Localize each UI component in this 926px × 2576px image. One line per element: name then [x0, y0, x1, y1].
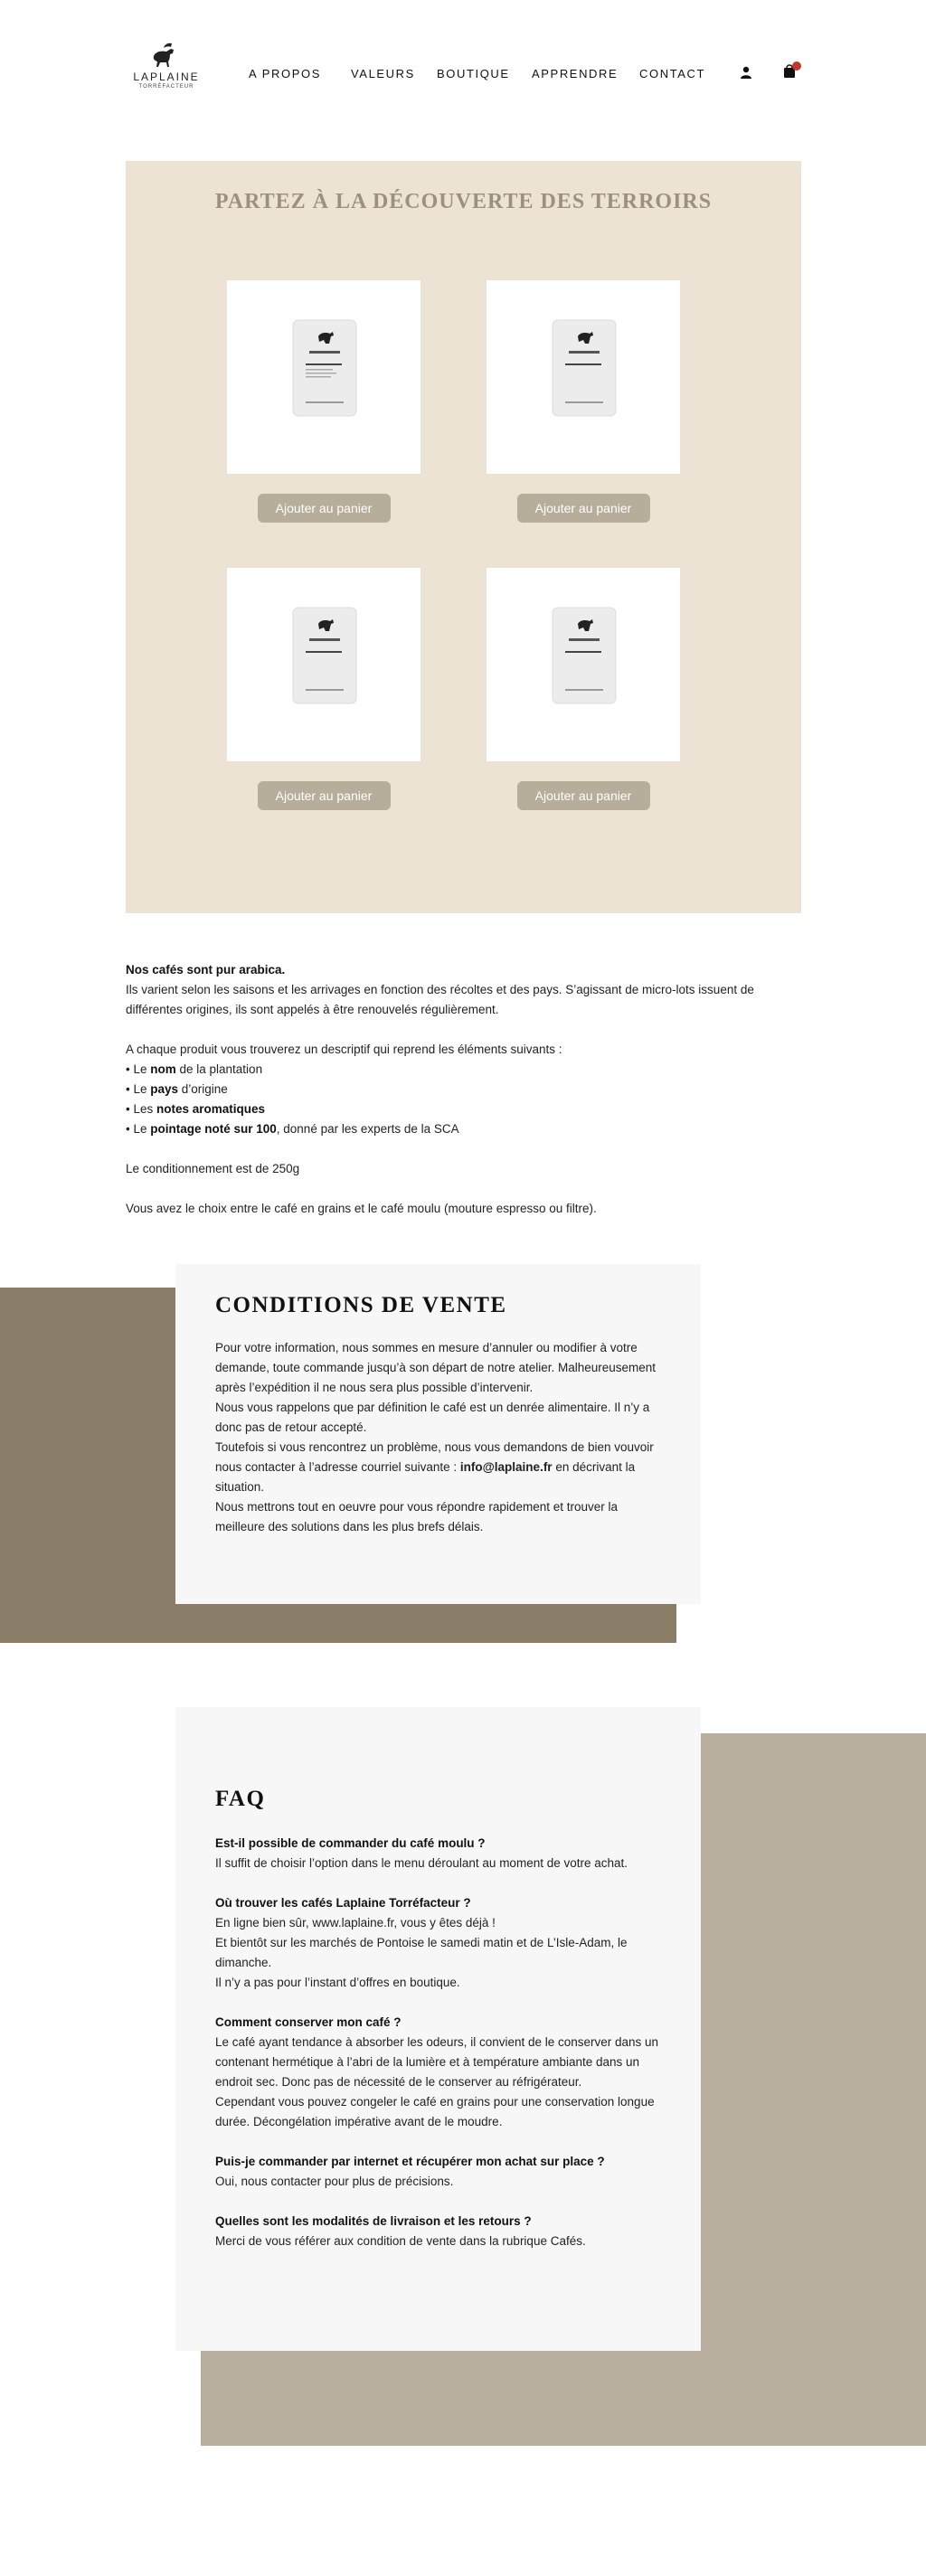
add-to-cart-button[interactable]: Ajouter au panier	[258, 494, 391, 523]
faq-question: Puis-je commander par internet et récupérer mon achat sur place ?	[215, 2155, 605, 2168]
bullet-item: • Le pays d’origine	[126, 1082, 228, 1096]
product-card	[227, 280, 420, 523]
faq-item	[215, 1834, 661, 1873]
product-card	[227, 568, 420, 810]
product-image[interactable]	[487, 280, 680, 474]
info-line: Vous avez le choix entre le café en grains et le café moulu (mouture espresso ou filtre).	[126, 1202, 597, 1215]
site-logo[interactable]	[123, 42, 210, 90]
faq-answer: Il n’y a pas pour l’instant d’offres en boutique.	[215, 1976, 460, 1989]
faq-answer: Le café ayant tendance à absorber les odeurs, il convient de le conserver dans un contenant hermétique à l’abri de la lumière et à température ambiante dans un endroit sec. Donc pas de nécessité de le conserver au réfrigérateur.	[215, 2035, 659, 2089]
faq-item	[215, 2212, 661, 2251]
coffee-bag-icon	[289, 315, 360, 420]
coffee-bag-icon	[289, 602, 360, 707]
conditions-paragraph: Toutefois si vous rencontrez un problème, nous vous demandons de bien vouvoir nous contacter à l’adresse courriel suivante : info@laplaine.fr en décrivant la situation.	[215, 1440, 654, 1494]
ibex-logo-icon	[148, 42, 184, 69]
add-to-cart-button[interactable]: Ajouter au panier	[258, 781, 391, 810]
products-title: PARTEZ À LA DÉCOUVERTE DES TERROIRS	[214, 190, 713, 213]
conditions-paragraph: Nous mettrons tout en oeuvre pour vous répondre rapidement et trouver la meilleure des solutions dans les plus brefs délais.	[215, 1500, 618, 1533]
contact-email[interactable]: info@laplaine.fr	[459, 1460, 553, 1474]
faq-question: Comment conserver mon café ?	[215, 2015, 402, 2029]
conditions-title: CONDITIONS DE VENTE	[215, 1293, 507, 1317]
info-line: Ils varient selon les saisons et les arrivages en fonction des récoltes et des pays. S’agissant de micro-lots issuent de	[126, 983, 754, 996]
faq-card	[175, 1707, 701, 2351]
coffee-bag-icon	[549, 602, 619, 707]
faq-answer: Cependant vous pouvez congeler le café en grains pour une conservation longue durée. Décongélation impérative avant de le moudre.	[215, 2095, 655, 2128]
bullet-item: • Les notes aromatiques	[126, 1102, 266, 1116]
conditions-card	[175, 1264, 701, 1604]
product-image[interactable]	[227, 280, 420, 474]
bullet-item: • Le pointage noté sur 100, donné par les experts de la SCA	[126, 1122, 459, 1136]
info-heading: Nos cafés sont pur arabica.	[126, 963, 286, 977]
logo-subtitle: TORRÉFACTEUR	[138, 84, 194, 90]
faq-item	[215, 1893, 661, 1993]
faq-question: Quelles sont les modalités de livraison et les retours ?	[215, 2214, 532, 2228]
nav-item-apprendre[interactable]: APPRENDRE	[532, 67, 619, 80]
info-line: différentes origines, ils sont appelés à être renouvelés régulièrement.	[126, 1003, 499, 1016]
faq-answer: Merci de vous référer aux condition de vente dans la rubrique Cafés.	[215, 2234, 586, 2248]
faq-answer: Oui, nous contacter pour plus de précisions.	[215, 2175, 454, 2188]
product-info	[126, 960, 804, 1219]
nav-item-a-propos[interactable]: A PROPOS	[249, 67, 321, 80]
cart-badge	[792, 61, 801, 71]
info-line: A chaque produit vous trouverez un descriptif qui reprend les éléments suivants :	[126, 1043, 562, 1056]
faq-list	[215, 1834, 661, 2251]
bullet-item: • Le nom de la plantation	[126, 1062, 263, 1076]
nav-item-valeurs[interactable]: VALEURS	[351, 67, 415, 80]
product-image[interactable]	[487, 568, 680, 761]
coffee-bag-icon	[549, 315, 619, 420]
nav-item-boutique[interactable]: BOUTIQUE	[437, 67, 510, 80]
nav-item-contact[interactable]: CONTACT	[639, 67, 706, 80]
product-card	[487, 568, 680, 810]
faq-item	[215, 2152, 661, 2192]
faq-title: FAQ	[215, 1787, 266, 1811]
conditions-paragraph: Nous vous rappelons que par définition le café est un denrée alimentaire. Il n’y a donc pas de retour accepté.	[215, 1401, 650, 1434]
logo-name: LAPLAINE	[133, 71, 200, 83]
product-card	[487, 280, 680, 523]
add-to-cart-button[interactable]: Ajouter au panier	[517, 494, 650, 523]
faq-answer: Il suffit de choisir l’option dans le menu déroulant au moment de votre achat.	[215, 1856, 628, 1870]
conditions-text	[215, 1338, 661, 1537]
faq-item	[215, 2013, 661, 2132]
conditions-paragraph: Pour votre information, nous sommes en mesure d’annuler ou modifier à votre demande, toute commande jusqu’à son départ de notre atelier. Malheureusement après l’expédition il ne nous sera plus possible d’intervenir.	[215, 1341, 657, 1394]
faq-question: Où trouver les cafés Laplaine Torréfacteur ?	[215, 1896, 471, 1910]
user-icon[interactable]	[740, 66, 752, 83]
faq-answer: Et bientôt sur les marchés de Pontoise le samedi matin et de L’Isle-Adam, le dimanche.	[215, 1936, 628, 1969]
add-to-cart-button[interactable]: Ajouter au panier	[517, 781, 650, 810]
products-section	[126, 161, 801, 913]
faq-question: Est-il possible de commander du café moulu ?	[215, 1836, 486, 1850]
product-image[interactable]	[227, 568, 420, 761]
faq-answer: En ligne bien sûr, www.laplaine.fr, vous y êtes déjà !	[215, 1916, 496, 1930]
info-line: Le conditionnement est de 250g	[126, 1162, 300, 1175]
